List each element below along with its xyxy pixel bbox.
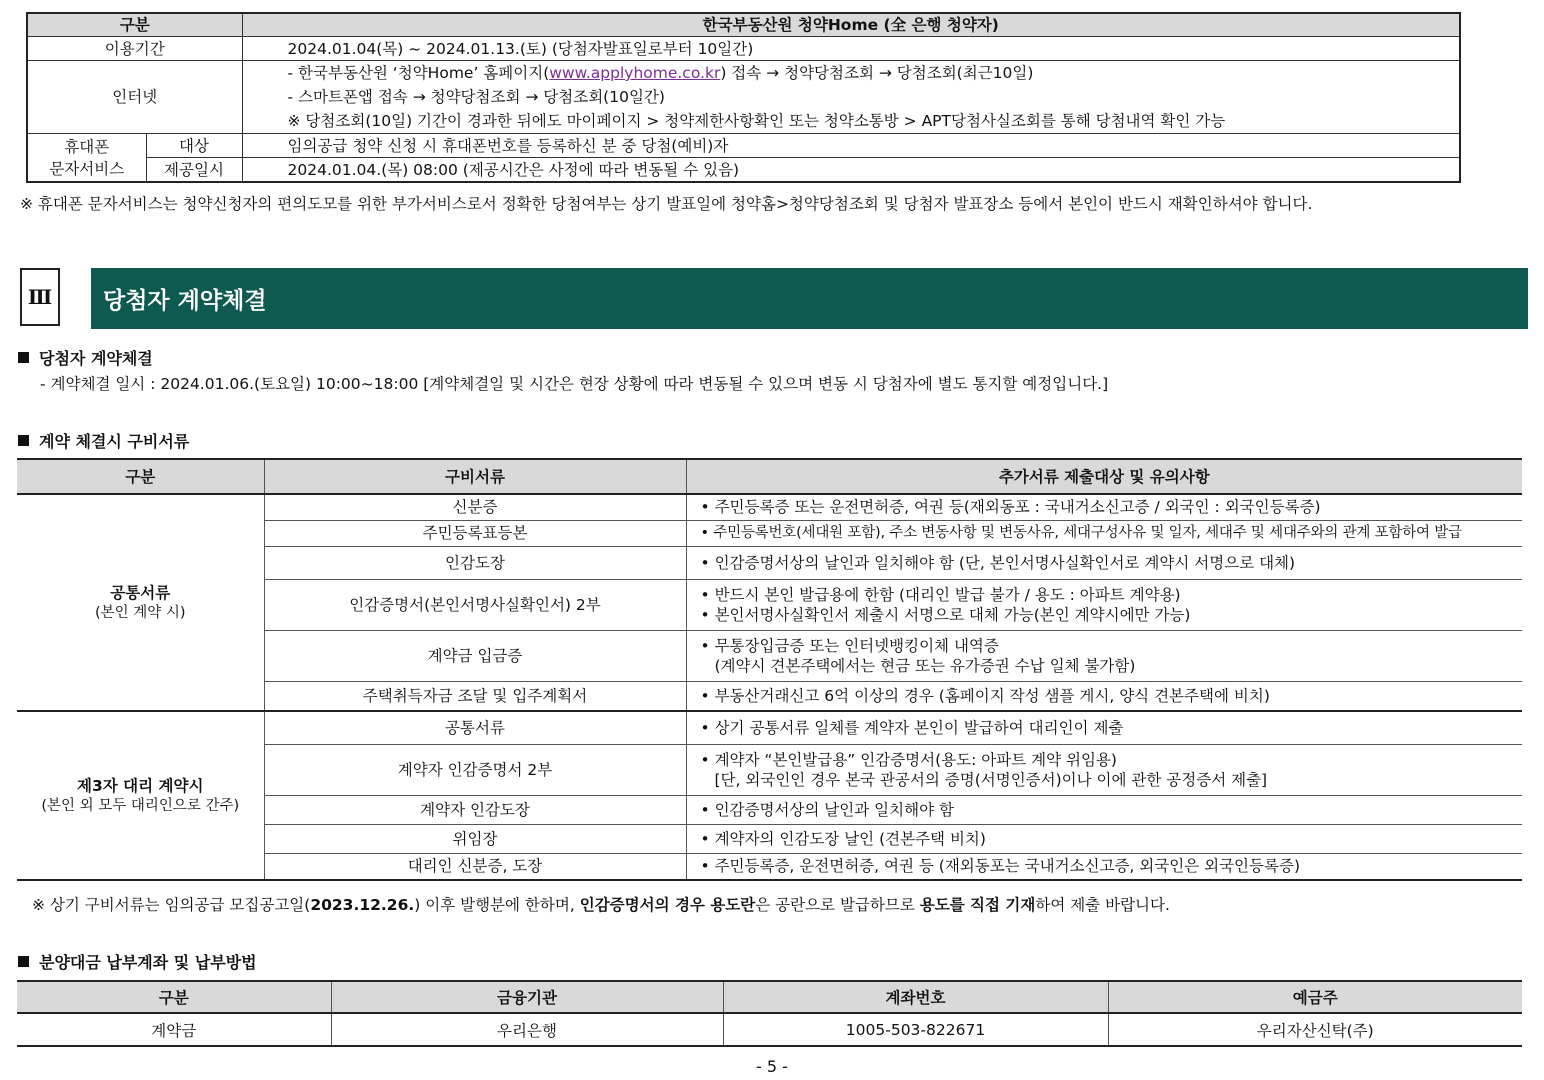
col-header-bank: 금융기관 <box>331 981 723 1013</box>
payment-account-table <box>17 980 1522 1047</box>
payment-bank: 우리은행 <box>331 1013 723 1046</box>
internet-line-3: ※ 당첨조회(10일) 기간이 경과한 뒤에도 마이페이지 > 청약제한사항확인 또는 청약소통방 > APT당첨사실조회를 통해 당첨내역 확인 가능 <box>287 112 1226 130</box>
payment-heading: 분양대금 납부계좌 및 납부방법 <box>18 950 257 973</box>
sms-note: ※ 휴대폰 문자서비스는 청약신청자의 편의도모를 위한 부가서비스로서 정확한 당첨여부는 상기 발표일에 청약홈>청약당첨조회 및 당첨자 발표장소 등에서 본인이 반드시 재확인하셔야 합니다. <box>20 195 1313 213</box>
internet-line-2: - 스마트폰앱 접속 → 청약당첨조회 → 당첨조회(10일간) <box>287 88 665 106</box>
table-row-note: • 주민등록증 또는 운전면허증, 여권 등(재외동포 : 국내거소신고증 / 외국인 : 외국인등록증) <box>686 494 1522 520</box>
payment-account-holder: 우리자산신탁(주) <box>1108 1013 1522 1046</box>
payment-account-number: 1005-503-822671 <box>723 1013 1108 1046</box>
required-documents-table <box>17 458 1522 881</box>
table-row-doc: 위임장 <box>264 824 686 853</box>
docs-note: ※ 상기 구비서류는 임의공급 모집공고일(2023.12.26.) 이후 발행분에 한하며, 인감증명서의 경우 용도란은 공란으로 발급하므로 용도를 직접 기재하여 제출 바랍니다. <box>32 896 1170 914</box>
table-row-note: • 인감증명서상의 날인과 일치해야 함 <box>686 795 1522 824</box>
table-row-note: • 계약자 “본인발급용” 인감증명서(용도: 아파트 계약 위임용) [단, 외국인인 경우 본국 관공서의 증명(서명인증서)이나 이에 관한 공정증서 제출] <box>686 744 1522 795</box>
table-row-doc: 대리인 신분증, 도장 <box>264 853 686 880</box>
table-row-note: • 무통장입금증 또는 인터넷뱅킹이체 내역증 (계약시 견본주택에서는 현금 또는 유가증권 수납 일체 불가함) <box>686 630 1522 681</box>
sms-target-label: 대상 <box>146 134 242 158</box>
contract-heading: 당첨자 계약체결 <box>18 346 153 369</box>
table-row-note: • 상기 공통서류 일체를 계약자 본인이 발급하여 대리인이 제출 <box>686 711 1522 744</box>
col-header-holder: 예금주 <box>1108 981 1522 1013</box>
page-number: - 5 - <box>756 1057 788 1076</box>
table-row-doc: 계약자 인감도장 <box>264 795 686 824</box>
table-row-note: • 반드시 본인 발급용에 한함 (대리인 발급 불가 / 용도 : 아파트 계약용) • 본인서명사실확인서 제출시 서명으로 대체 가능(본인 계약시에만 가능) <box>686 579 1522 630</box>
square-bullet-icon <box>18 352 29 363</box>
internet-label: 인터넷 <box>27 61 242 134</box>
period-value: 2024.01.04(목) ~ 2024.01.13.(토) (당첨자발표일로부터 10일간) <box>242 37 1460 61</box>
section-number: Ⅲ <box>20 268 60 326</box>
table-row-doc: 계약금 입금증 <box>264 630 686 681</box>
group-proxy: 제3자 대리 계약시 (본인 외 모두 대리인으로 간주) <box>17 711 264 880</box>
section-title: 당첨자 계약체결 <box>91 268 1528 329</box>
table-row-doc: 계약자 인감증명서 2부 <box>264 744 686 795</box>
sms-date-value: 2024.01.04.(목) 08:00 (제공시간은 사정에 따라 변동될 수 있음) <box>242 158 1460 183</box>
table-row-note: • 인감증명서상의 날인과 일치해야 함 (단, 본인서명사실확인서로 계약시 서명으로 대체) <box>686 546 1522 579</box>
group-common: 공통서류 (본인 계약 시) <box>17 494 264 711</box>
table-row-doc: 인감증명서(본인서명사실확인서) 2부 <box>264 579 686 630</box>
table-row-doc: 인감도장 <box>264 546 686 579</box>
header-applyhome: 한국부동산원 청약Home (全 은행 청약자) <box>242 13 1460 37</box>
period-label: 이용기간 <box>27 37 242 61</box>
table-row-doc: 신분증 <box>264 494 686 520</box>
payment-category: 계약금 <box>17 1013 331 1046</box>
sms-date-label: 제공일시 <box>146 158 242 183</box>
col-header-notes: 추가서류 제출대상 및 유의사항 <box>686 459 1522 494</box>
contract-datetime: - 계약체결 일시 : 2024.01.06.(토요일) 10:00~18:00 [계약체결일 및 시간은 현장 상황에 따라 변동될 수 있으며 변동 시 당첨자에 별도 통지할 예정입니다.] <box>40 375 1109 393</box>
winner-inquiry-table <box>26 12 1461 183</box>
sms-target-value: 임의공급 청약 신청 시 휴대폰번호를 등록하신 분 중 당첨(예비)자 <box>242 134 1460 158</box>
docs-heading: 계약 체결시 구비서류 <box>18 429 189 452</box>
internet-line-1: - 한국부동산원 ‘청약Home’ 홈페이지(www.applyhome.co.kr) 접속 → 청약당첨조회 → 당첨조회(최근10일) <box>287 64 1034 82</box>
table-row-doc: 주택취득자금 조달 및 입주계획서 <box>264 681 686 711</box>
col-header-category: 구분 <box>17 459 264 494</box>
col-header-account: 계좌번호 <box>723 981 1108 1013</box>
table-row-note: • 주민등록번호(세대원 포함), 주소 변동사항 및 변동사유, 세대구성사유 및 일자, 세대주 및 세대주와의 관계 포함하여 발급 <box>686 520 1522 546</box>
table-row-note: • 주민등록증, 운전면허증, 여권 등 (재외동포는 국내거소신고증, 외국인은 외국인등록증) <box>686 853 1522 880</box>
table-row-doc: 주민등록표등본 <box>264 520 686 546</box>
applyhome-link[interactable]: www.applyhome.co.kr <box>549 64 721 82</box>
col-header-documents: 구비서류 <box>264 459 686 494</box>
square-bullet-icon <box>18 956 29 967</box>
internet-value <box>242 61 1460 134</box>
col-header-category: 구분 <box>17 981 331 1013</box>
header-category: 구분 <box>27 13 242 37</box>
table-row-doc: 공통서류 <box>264 711 686 744</box>
table-row-note: • 계약자의 인감도장 날인 (견본주택 비치) <box>686 824 1522 853</box>
sms-label: 휴대폰 문자서비스 <box>27 134 146 183</box>
table-row-note: • 부동산거래신고 6억 이상의 경우 (홈페이지 작성 샘플 게시, 양식 견본주택에 비치) <box>686 681 1522 711</box>
square-bullet-icon <box>18 435 29 446</box>
